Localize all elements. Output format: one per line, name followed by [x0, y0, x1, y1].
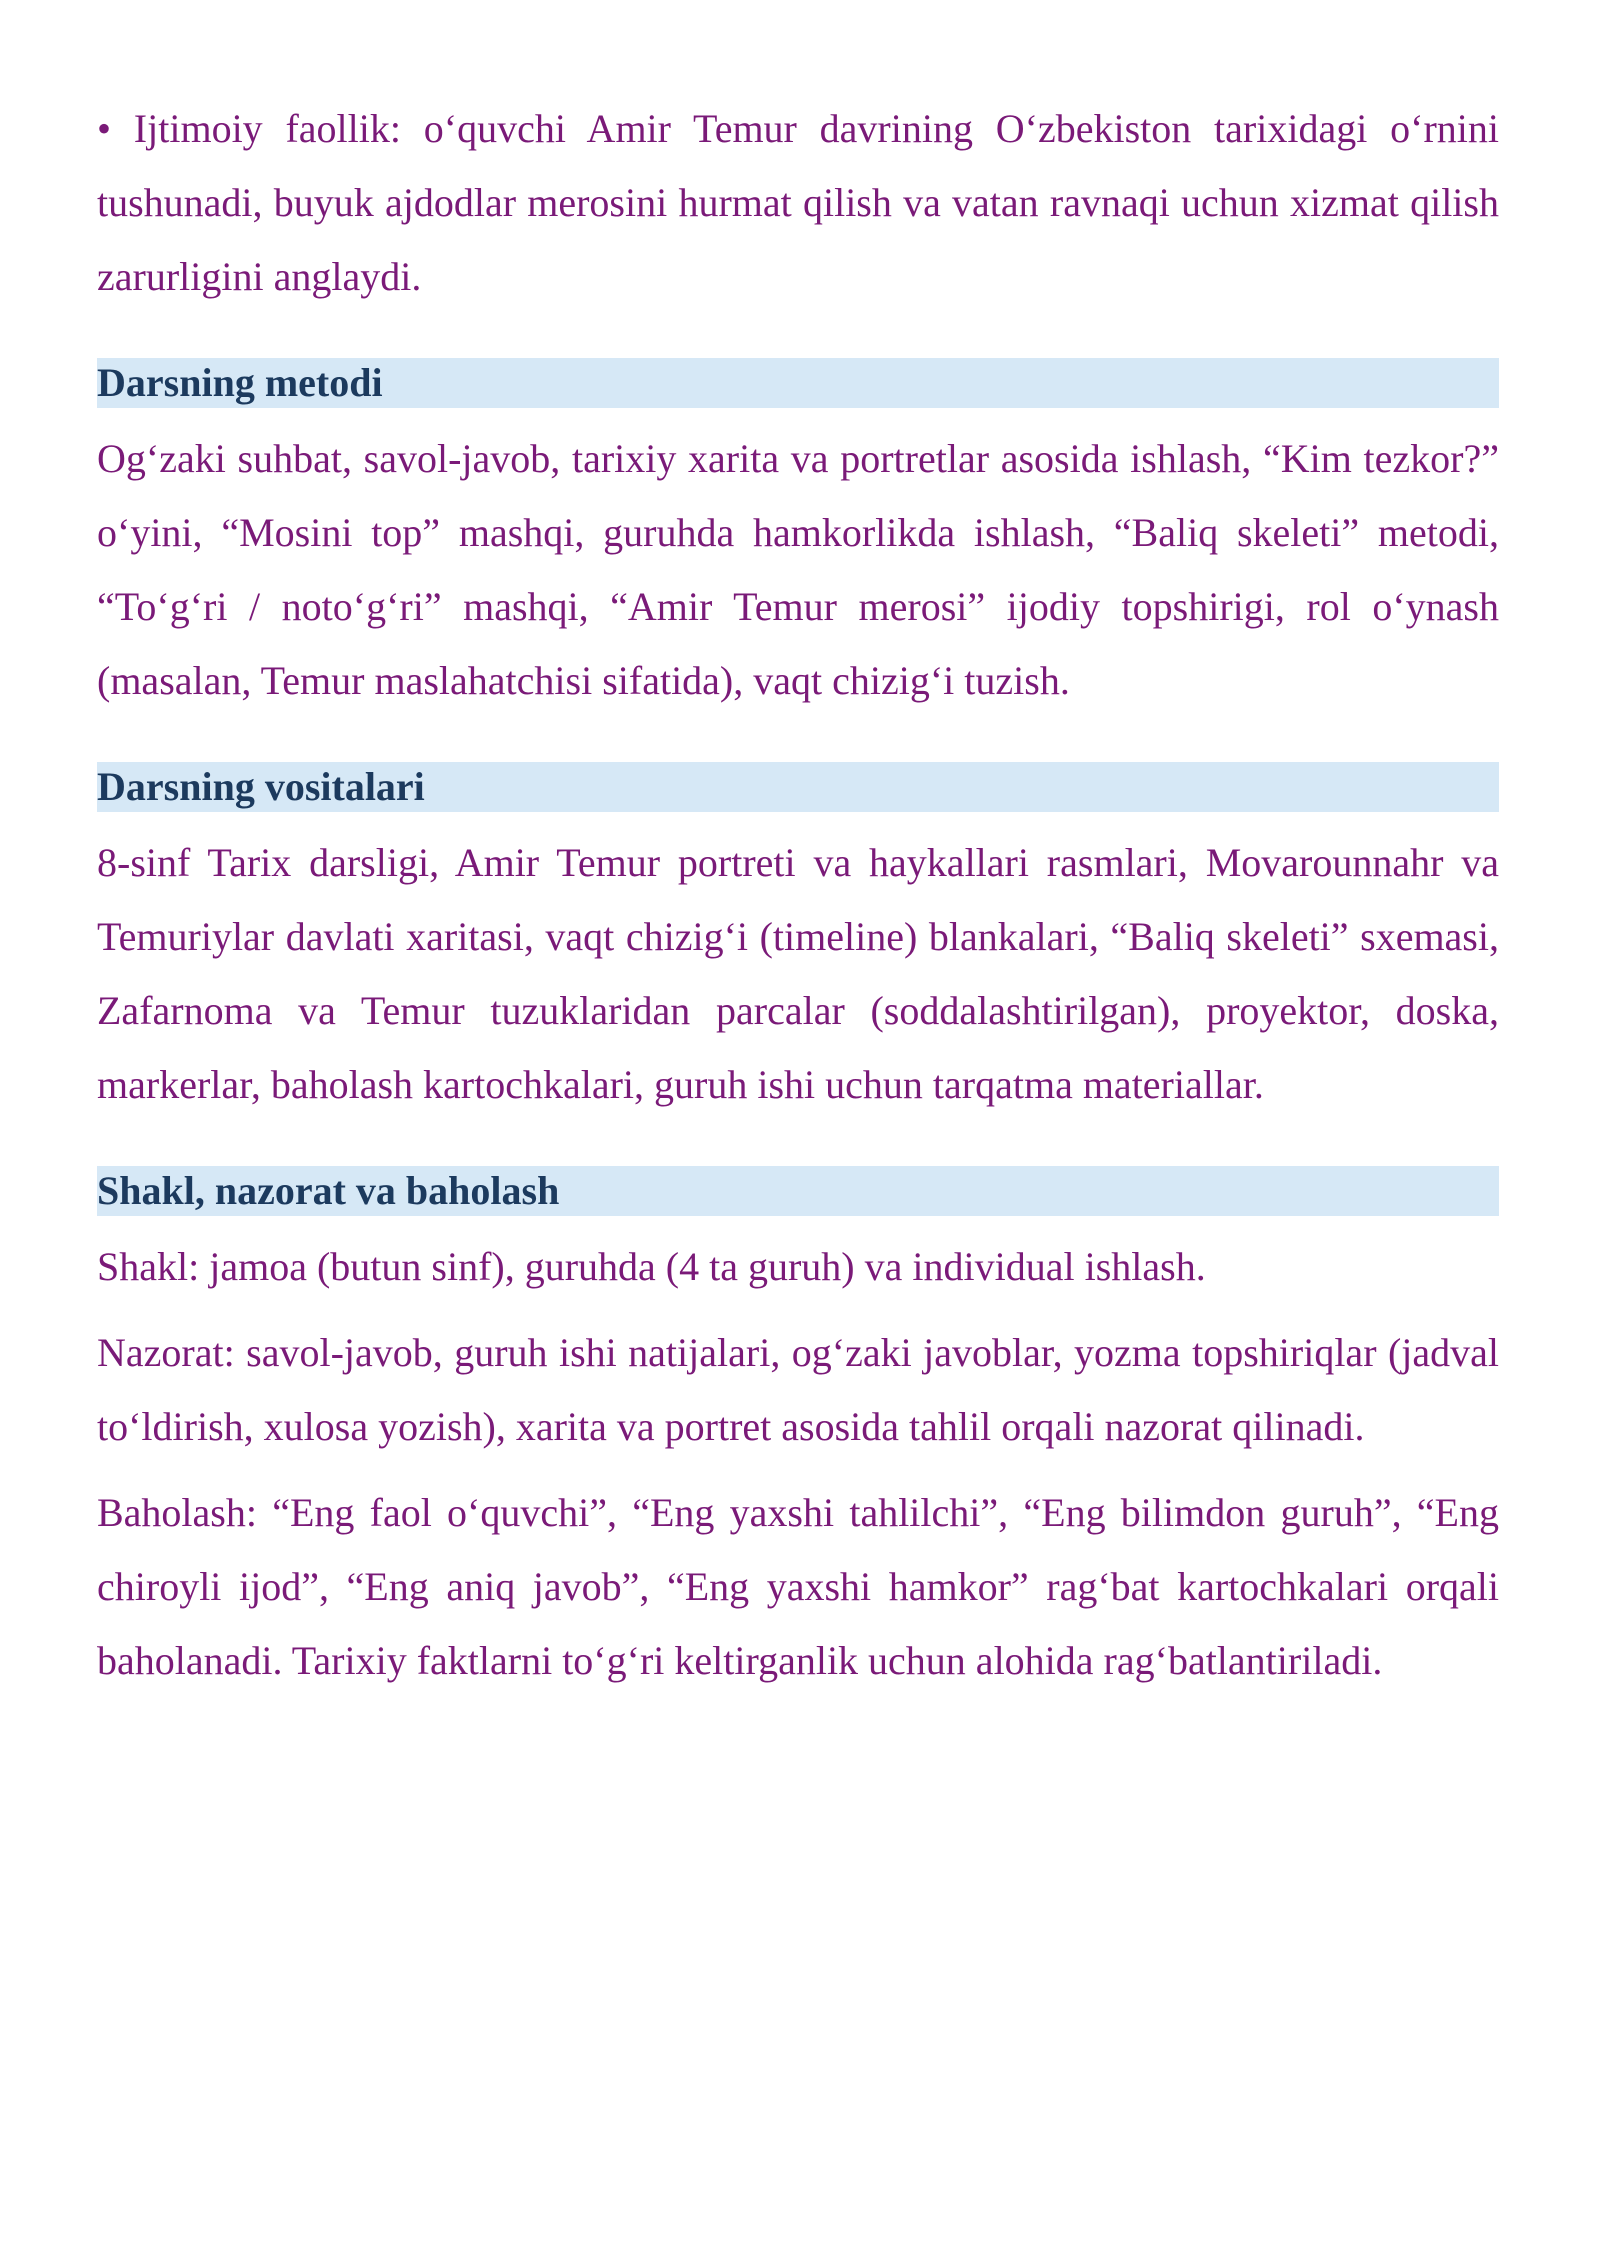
method-paragraph: Og‘zaki suhbat, savol-javob, tarixiy xarita va portretlar asosida ishlash, “Kim tezkor?” o‘yini, “Mosini top” mashqi, guruhda hamkorlikda ishlash, “Baliq skeleti” metodi, “To‘g‘ri / noto‘g‘ri” mashqi, “Amir Temur merosi” ijodiy topshirigi, rol o‘ynash (masalan, Temur maslahatchisi sifatida), vaqt chizig‘i tuzish.: [97, 436, 1499, 703]
assessment-heading: Shakl, nazorat va baholash: [97, 1166, 1499, 1216]
evaluation-paragraph: Baholash: “Eng faol o‘quvchi”, “Eng yaxshi tahlilchi”, “Eng bilimdon guruh”, “Eng chiroyli ijod”, “Eng aniq javob”, “Eng yaxshi hamkor” rag‘bat kartochkalari orqali baholanadi. Tarixiy faktlarni to‘g‘ri keltirganlik uchun alohida rag‘batlantiriladi.: [97, 1490, 1499, 1683]
form-paragraph: Shakl: jamoa (butun sinf), guruhda (4 ta guruh) va individual ishlash.: [97, 1244, 1206, 1289]
tools-heading: Darsning vositalari: [97, 762, 1499, 812]
tools-paragraph: 8-sinf Tarix darsligi, Amir Temur portreti va haykallari rasmlari, Movarounnahr va Temuriylar davlati xaritasi, vaqt chizig‘i (timeline) blankalari, “Baliq skeleti” sxemasi, Zafarnoma va Temur tuzuklaridan parcalar (soddalashtirilgan), proyektor, doska, markerlar, baholash kartochkalari, guruh ishi uchun tarqatma materiallar.: [97, 840, 1499, 1107]
control-paragraph: Nazorat: savol-javob, guruh ishi natijalari, og‘zaki javoblar, yozma topshiriqlar (jadval to‘ldirish, xulosa yozish), xarita va portret asosida tahlil orqali nazorat qilinadi.: [97, 1330, 1499, 1449]
document-page: [97, 92, 1499, 1698]
method-heading: Darsning metodi: [97, 358, 1499, 408]
social-activity-paragraph: • Ijtimoiy faollik: o‘quvchi Amir Temur davrining O‘zbekiston tarixidagi o‘rnini tushunadi, buyuk ajdodlar merosini hurmat qilish va vatan ravnaqi uchun xizmat qilish zarurligini anglaydi.: [97, 106, 1499, 299]
